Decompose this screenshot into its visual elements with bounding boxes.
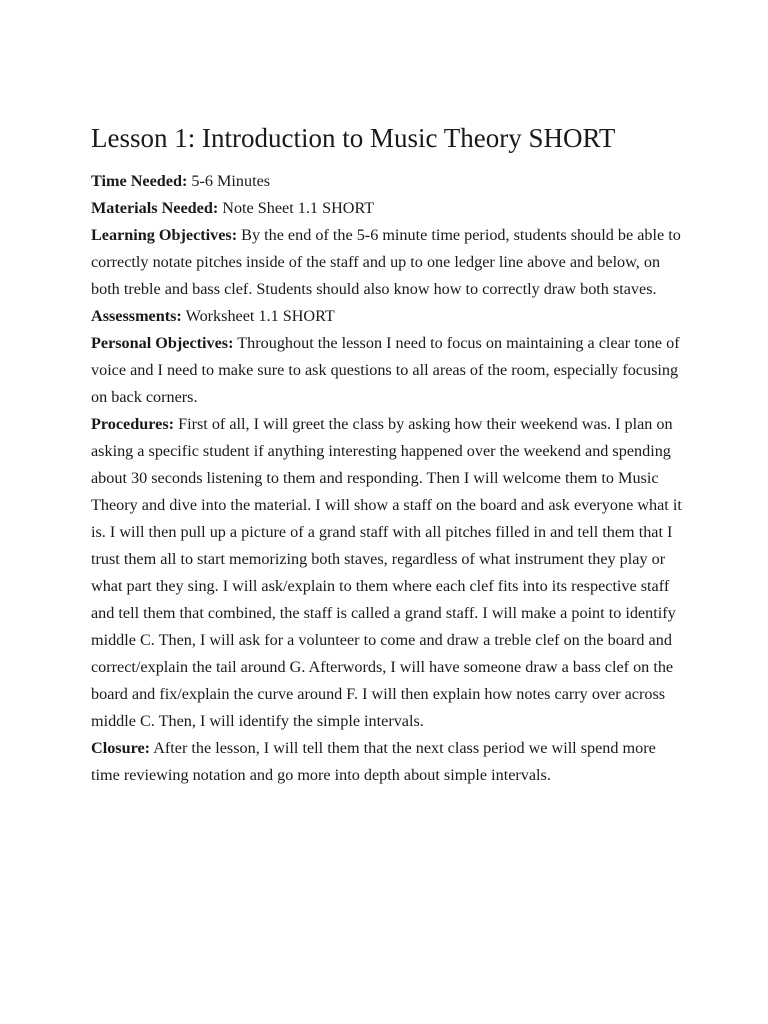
learning-objectives-label: Learning Objectives: — [91, 226, 238, 244]
personal-objectives-label: Personal Objectives: — [91, 334, 234, 352]
time-needed-label: Time Needed: — [91, 172, 188, 190]
procedures-label: Procedures: — [91, 415, 175, 433]
lesson-plan-body — [91, 120, 683, 789]
closure-text: After the lesson, I will tell them that the next class period we will spend more time reviewing notation and go more into depth about simple intervals. — [91, 739, 656, 784]
learning-objectives-text: By the end of the 5-6 minute time period, students should be able to correctly notate pitches inside of the staff and up to one ledger line above and below, on both treble and bass clef. Students should also know how to correctly draw both staves. — [91, 226, 681, 298]
assessments-text: Worksheet 1.1 SHORT — [181, 307, 335, 325]
closure-paragraph — [91, 735, 683, 789]
closure-label: Closure: — [91, 739, 151, 757]
assessments-paragraph — [91, 303, 683, 330]
assessments-label: Assessments: — [91, 307, 182, 325]
page-title: Lesson 1: Introduction to Music Theory SHORT — [91, 123, 616, 153]
personal-objectives-paragraph — [91, 330, 683, 411]
time-needed-paragraph — [91, 168, 683, 195]
procedures-text: First of all, I will greet the class by asking how their weekend was. I plan on asking a specific student if anything interesting happened over the weekend and spending about 30 seconds listening to them and responding. Then I will welcome them to Music Theory and dive into the material. I will show a staff on the board and ask everyone what it is. I will then pull up a picture of a grand staff with all pitches filled in and tell them that I trust them all to start memorizing both staves, regardless of what instrument they play or what part they sing. I will ask/explain to them where each clef fits into its respective staff and tell them that combined, the staff is called a grand staff. I will make a point to identify middle C. Then, I will ask for a volunteer to come and draw a treble clef on the board and correct/explain the tail around G. Afterwords, I will have someone draw a bass clef on the board and fix/explain the curve around F. I will then explain how notes carry over across middle C. Then, I will identify the simple intervals. — [91, 415, 682, 730]
learning-objectives-paragraph — [91, 222, 683, 303]
time-needed-text: 5-6 Minutes — [187, 172, 271, 190]
materials-needed-label: Materials Needed: — [91, 199, 219, 217]
materials-needed-paragraph — [91, 195, 683, 222]
materials-needed-text: Note Sheet 1.1 SHORT — [218, 199, 375, 217]
personal-objectives-text: Throughout the lesson I need to focus on maintaining a clear tone of voice and I need to make sure to ask questions to all areas of the room, especially focusing on back corners. — [91, 334, 680, 406]
procedures-paragraph — [91, 411, 683, 735]
